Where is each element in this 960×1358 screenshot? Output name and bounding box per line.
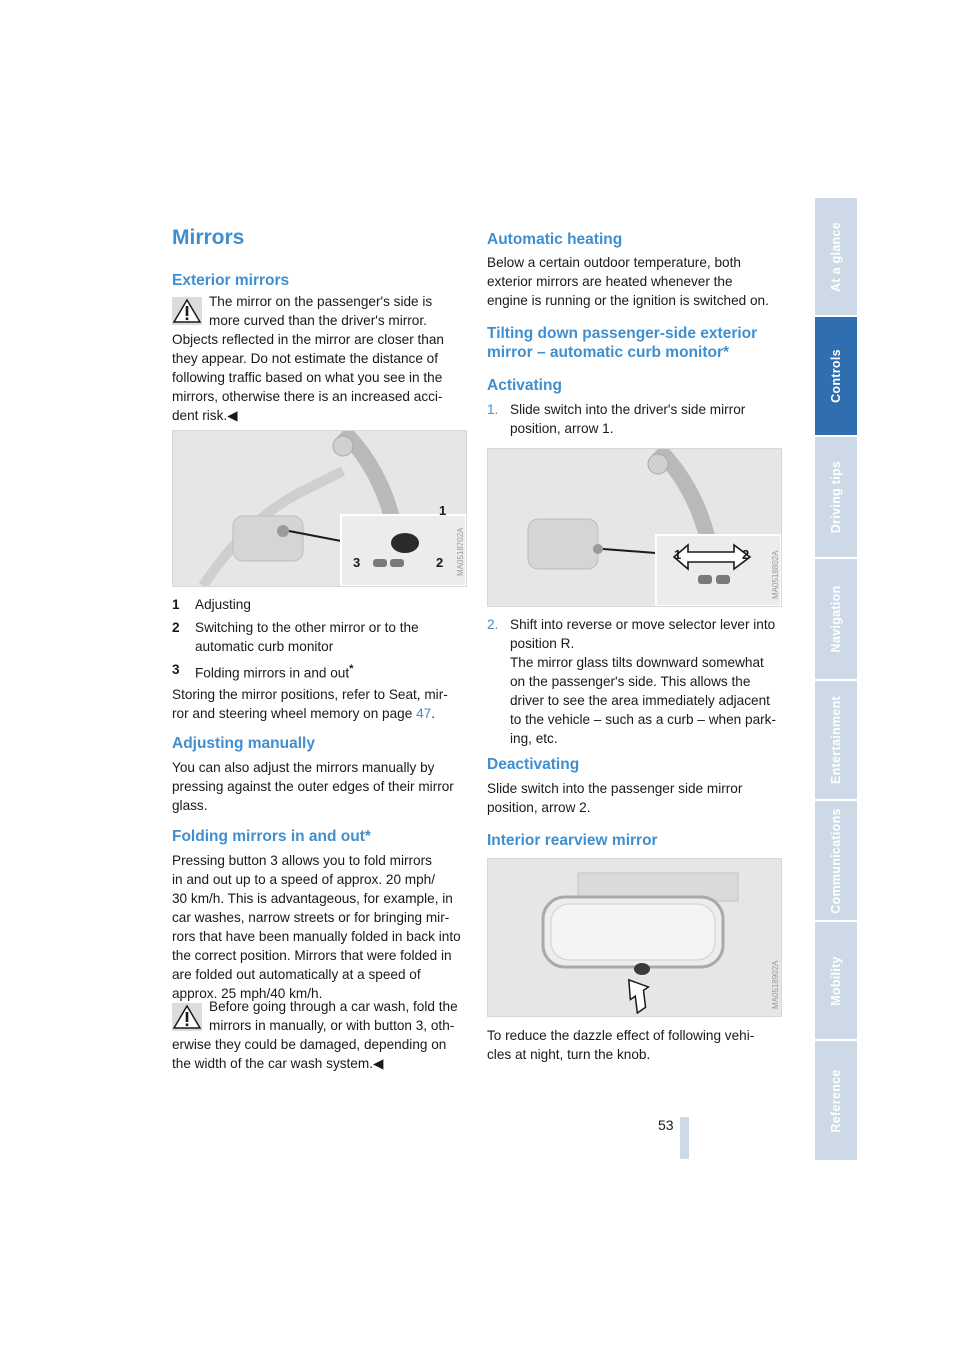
page-number: 53	[658, 1117, 674, 1133]
legend-item: 1 Adjusting	[172, 597, 251, 612]
warning-text-1a: The mirror on the passenger's side is more curved than the driver's mirror.	[209, 294, 433, 328]
figure2-label-2: 2	[742, 547, 750, 562]
dazzle-text: To reduce the dazzle effect of following vehi- cles at night, turn the knob.	[487, 1028, 755, 1062]
door-switch-illustration	[172, 430, 467, 587]
page-title: Mirrors	[172, 226, 245, 249]
figure2-label-1: 1	[674, 547, 682, 562]
legend-item: 2 Switching to the other mirror or to the automatic curb monitor	[172, 620, 419, 654]
deactivating-heading: Deactivating	[487, 756, 580, 773]
figure1-label-1: 1	[439, 503, 447, 518]
figure1-ref: MA0518702A	[456, 527, 465, 576]
storing-text: Storing the mirror positions, refer to Seat, mir- ror and steering wheel memory on page 47.	[172, 687, 448, 721]
tilting-heading: Tilting down passenger-side exterior mirror – automatic curb monitor*	[487, 325, 758, 361]
switch-position-illustration	[487, 448, 782, 607]
warning-text-2b: erwise they could be damaged, depending on the width of the car wash system.◀	[172, 1037, 447, 1071]
warning-text-2a: Before going through a car wash, fold the mirrors in manually, or with button 3, oth-	[209, 999, 458, 1033]
warning-icon	[172, 1003, 202, 1031]
warning-text-1b: Objects reflected in the mirror are closer than they appear. Do not estimate the distance of following traffic based on what you see in the mirrors, otherwise there is an increased acci- dent risk.◀	[172, 332, 444, 423]
sidebar-tab-mobility[interactable]: Mobility	[815, 922, 857, 1041]
figure2-ref: MA0518802A	[771, 550, 780, 599]
sidebar-tab-entertainment[interactable]: Entertainment	[815, 681, 857, 801]
adjusting-manually-text: You can also adjust the mirrors manually by pressing against the outer edges of their mirror glass.	[172, 760, 454, 813]
step-1: 1. Slide switch into the driver's side mirror position, arrow 1.	[487, 402, 746, 436]
page-link[interactable]: 47	[416, 706, 432, 721]
page-number-bar	[680, 1117, 689, 1159]
folding-heading: Folding mirrors in and out*	[172, 828, 371, 845]
deactivating-text: Slide switch into the passenger side mirror position, arrow 2.	[487, 781, 743, 815]
interior-mirror-heading: Interior rearview mirror	[487, 832, 658, 849]
exterior-mirrors-heading: Exterior mirrors	[172, 272, 290, 289]
automatic-heating-heading: Automatic heating	[487, 231, 623, 248]
sidebar-tab-navigation[interactable]: Navigation	[815, 559, 857, 681]
figure1-label-3: 3	[353, 555, 361, 570]
legend	[172, 595, 467, 683]
step-2: 2. Shift into reverse or move selector lever into position R. The mirror glass tilts downward somewhat on the passenger's side. This allows the driver to see the area immediately adjacent to the vehicle – such as a curb – when park- ing, etc.	[487, 617, 776, 746]
sidebar-tab-at-a-glance[interactable]: At a glance	[815, 198, 857, 317]
sidebar-tab-communications[interactable]: Communications	[815, 801, 857, 922]
figure1-label-2: 2	[436, 555, 444, 570]
automatic-heating-text: Below a certain outdoor temperature, both exterior mirrors are heated whenever the engine is running or the ignition is switched on.	[487, 255, 769, 308]
warning-icon	[172, 297, 202, 325]
adjusting-manually-heading: Adjusting manually	[172, 735, 315, 752]
figure3-ref: MA0518902A	[771, 960, 780, 1009]
rearview-mirror-illustration	[487, 858, 782, 1017]
activating-heading: Activating	[487, 377, 562, 394]
folding-text: Pressing button 3 allows you to fold mirrors in and out up to a speed of approx. 20 mph/ 30 km/h. This is advantageous, for example, in car washes, narrow streets or for bringing mir- rors that have been manually folded in back into the correct position. Mirrors that were folded in are folded out automatically at a speed of approx. 25 mph/40 km/h.	[172, 853, 461, 1001]
sidebar-tab-controls[interactable]: Controls	[815, 317, 857, 437]
legend-item: 3 Folding mirrors in and out*	[172, 662, 354, 681]
sidebar-tab-driving-tips[interactable]: Driving tips	[815, 437, 857, 559]
sidebar-tab-reference[interactable]: Reference	[815, 1041, 857, 1162]
